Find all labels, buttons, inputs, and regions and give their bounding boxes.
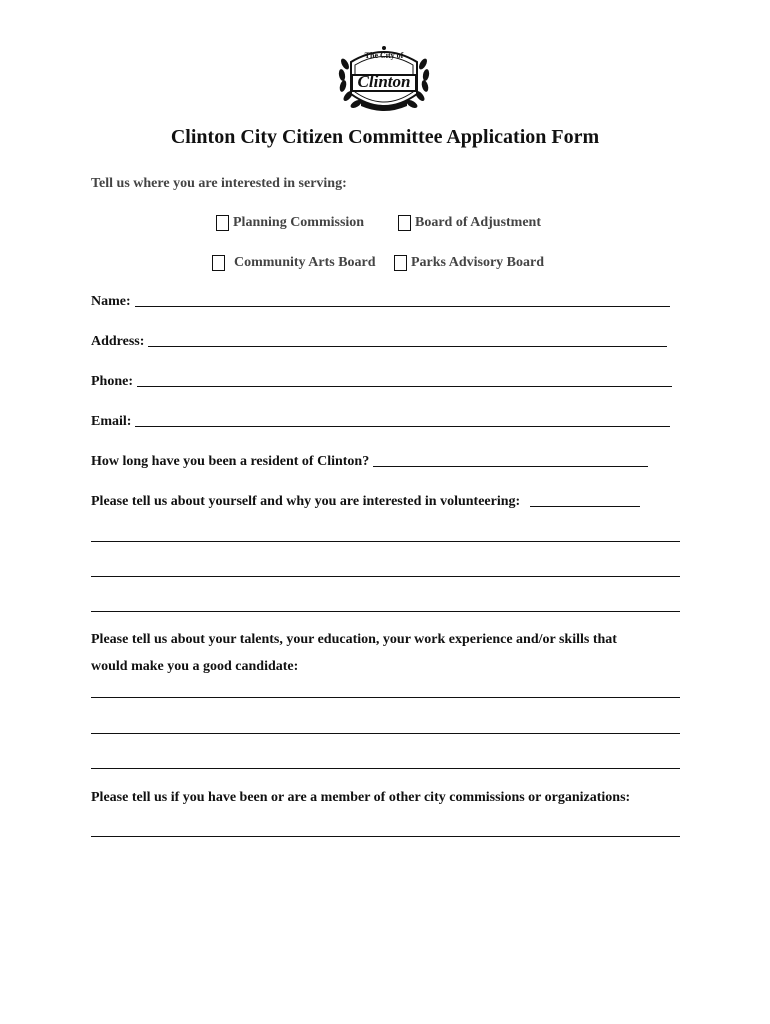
planning-commission-label: Planning Commission	[233, 215, 365, 230]
seal-top-text: The City of	[364, 51, 404, 60]
parks-advisory-board-label: Parks Advisory Board	[411, 255, 545, 270]
phone-input-line[interactable]	[137, 385, 672, 387]
about-label: Please tell us about yourself and why you are interested in volunteering:	[91, 494, 521, 509]
address-input-line[interactable]	[148, 345, 667, 347]
talents-answer-line-3[interactable]	[91, 768, 680, 769]
phone-field[interactable]	[91, 374, 672, 390]
address-label: Address:	[91, 334, 145, 349]
address-field[interactable]	[91, 334, 667, 350]
email-input-line[interactable]	[135, 425, 670, 427]
city-seal-logo	[337, 44, 431, 116]
name-field[interactable]	[91, 294, 670, 310]
residency-label: How long have you been a resident of Clinton?	[91, 454, 370, 469]
option-planning-commission[interactable]	[216, 215, 364, 231]
about-input-line[interactable]	[530, 505, 640, 507]
talents-answer-line-1[interactable]	[91, 697, 680, 698]
option-board-of-adjustment[interactable]	[398, 215, 541, 231]
form-title: Clinton City Citizen Committee Application Form	[170, 126, 600, 148]
email-field[interactable]	[91, 414, 670, 430]
talents-question-line-1: Please tell us about your talents, your education, your work experience and/or skills that	[91, 632, 617, 647]
planning-commission-checkbox[interactable]	[216, 215, 229, 231]
option-community-arts-board[interactable]	[212, 255, 376, 271]
option-parks-advisory-board[interactable]	[394, 255, 544, 271]
name-label: Name:	[91, 294, 131, 309]
talents-question-line-2: would make you a good candidate:	[91, 659, 299, 674]
about-answer-line-2[interactable]	[91, 576, 680, 577]
residency-input-line[interactable]	[373, 465, 648, 467]
parks-advisory-board-checkbox[interactable]	[394, 255, 407, 271]
community-arts-board-label: Community Arts Board	[234, 255, 376, 270]
phone-label: Phone:	[91, 374, 133, 389]
membership-answer-line[interactable]	[91, 836, 680, 837]
name-input-line[interactable]	[135, 305, 670, 307]
board-of-adjustment-label: Board of Adjustment	[415, 215, 542, 230]
interest-prompt: Tell us where you are interested in serving:	[91, 176, 347, 191]
board-of-adjustment-checkbox[interactable]	[398, 215, 411, 231]
email-label: Email:	[91, 414, 132, 429]
membership-question: Please tell us if you have been or are a member of other city commissions or organizations:	[91, 790, 631, 805]
about-answer-line-1[interactable]	[91, 541, 680, 542]
about-field[interactable]	[91, 494, 640, 510]
seal-script-text: Clinton	[357, 72, 411, 91]
community-arts-board-checkbox[interactable]	[212, 255, 225, 271]
residency-field[interactable]	[91, 454, 648, 470]
talents-answer-line-2[interactable]	[91, 733, 680, 734]
about-answer-line-3[interactable]	[91, 611, 680, 612]
